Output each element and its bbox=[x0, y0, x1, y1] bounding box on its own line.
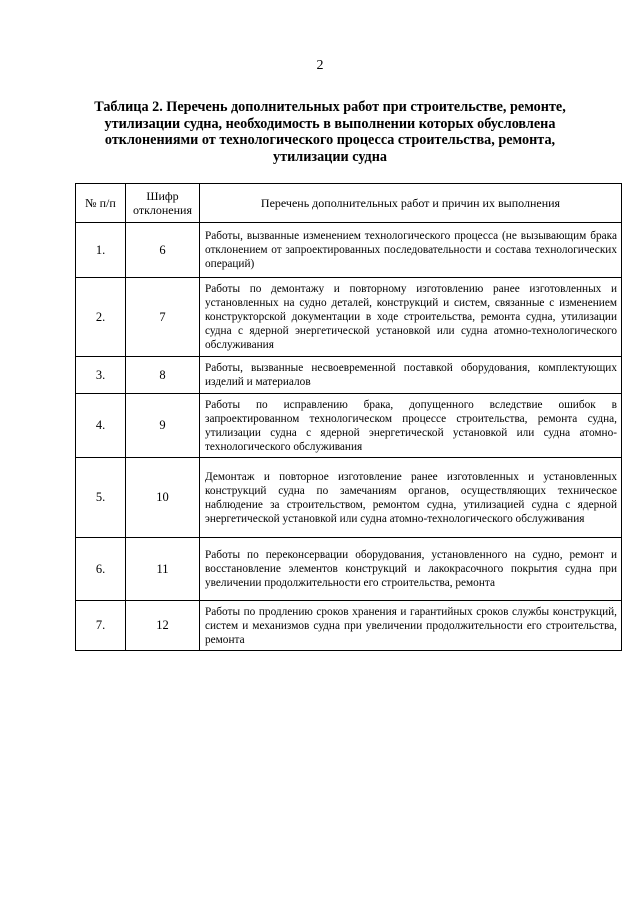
header-code: Шифр отклонения bbox=[126, 184, 200, 223]
row-code: 8 bbox=[126, 357, 200, 394]
row-description: Работы по исправлению брака, допущенного вследствие ошибок в запроектированном технологическом процессе строительства, ремонта судна, утилизации судна с ядерной энергетической установкой или судна атомно-технологического обслуживания bbox=[200, 394, 622, 458]
row-num: 2. bbox=[76, 278, 126, 357]
row-num: 5. bbox=[76, 458, 126, 538]
header-description: Перечень дополнительных работ и причин их выполнения bbox=[200, 184, 622, 223]
row-num: 1. bbox=[76, 223, 126, 278]
row-code: 9 bbox=[126, 394, 200, 458]
table-body bbox=[76, 223, 622, 651]
row-description: Работы, вызванные несвоевременной поставкой оборудования, комплектующих изделий и материалов bbox=[200, 357, 622, 394]
table-row bbox=[76, 223, 622, 278]
row-num: 4. bbox=[76, 394, 126, 458]
row-description: Демонтаж и повторное изготовление ранее изготовленных и установленных конструкций судна по замечаниям органов, осуществляющих техническое наблюдение за строительством, ремонтом судна, утилизацией судна с ядерной энергетической установкой или судна атомно-технологического обслуживания bbox=[200, 458, 622, 538]
row-code: 10 bbox=[126, 458, 200, 538]
row-code: 11 bbox=[126, 538, 200, 601]
table-row bbox=[76, 357, 622, 394]
page-number: 2 bbox=[316, 58, 324, 73]
row-code: 6 bbox=[126, 223, 200, 278]
table-row bbox=[76, 278, 622, 357]
row-num: 6. bbox=[76, 538, 126, 601]
row-num: 7. bbox=[76, 601, 126, 651]
table-row bbox=[76, 538, 622, 601]
row-code: 12 bbox=[126, 601, 200, 651]
table-title: Таблица 2. Перечень дополнительных работ при строительстве, ремонте, утилизации судна, необходимость в выполнении которых обусловлена отклонениями от технологического процесса строительства, ремонта, утилизации судна bbox=[94, 99, 566, 165]
row-description: Работы по демонтажу и повторному изготовлению ранее изготовленных и установленных на судно деталей, конструкций и систем, связанные с изменением конструкторской документации в ходе строительства, ремонта судна, утилизации судна с ядерной энергетической установкой или судна атомно-технологического обслуживания bbox=[200, 278, 622, 357]
row-description: Работы, вызванные изменением технологического процесса (не вызывающим брака отклонением от запроектированных последовательности и состава технологических операций) bbox=[200, 223, 622, 278]
table-row bbox=[76, 394, 622, 458]
table-header bbox=[76, 184, 622, 223]
row-description: Работы по переконсервации оборудования, установленного на судно, ремонт и восстановление элементов конструкций и лакокрасочного покрытия судна при увеличении продолжительности его строительства, ремонта bbox=[200, 538, 622, 601]
table-row bbox=[76, 458, 622, 538]
row-num: 3. bbox=[76, 357, 126, 394]
table-row bbox=[76, 601, 622, 651]
row-code: 7 bbox=[126, 278, 200, 357]
header-num: № п/п bbox=[76, 184, 126, 223]
row-description: Работы по продлению сроков хранения и гарантийных сроков службы конструкций, систем и механизмов судна при увеличении продолжительности его строительства, ремонта bbox=[200, 601, 622, 651]
header-row bbox=[76, 184, 622, 223]
works-table bbox=[75, 183, 622, 651]
